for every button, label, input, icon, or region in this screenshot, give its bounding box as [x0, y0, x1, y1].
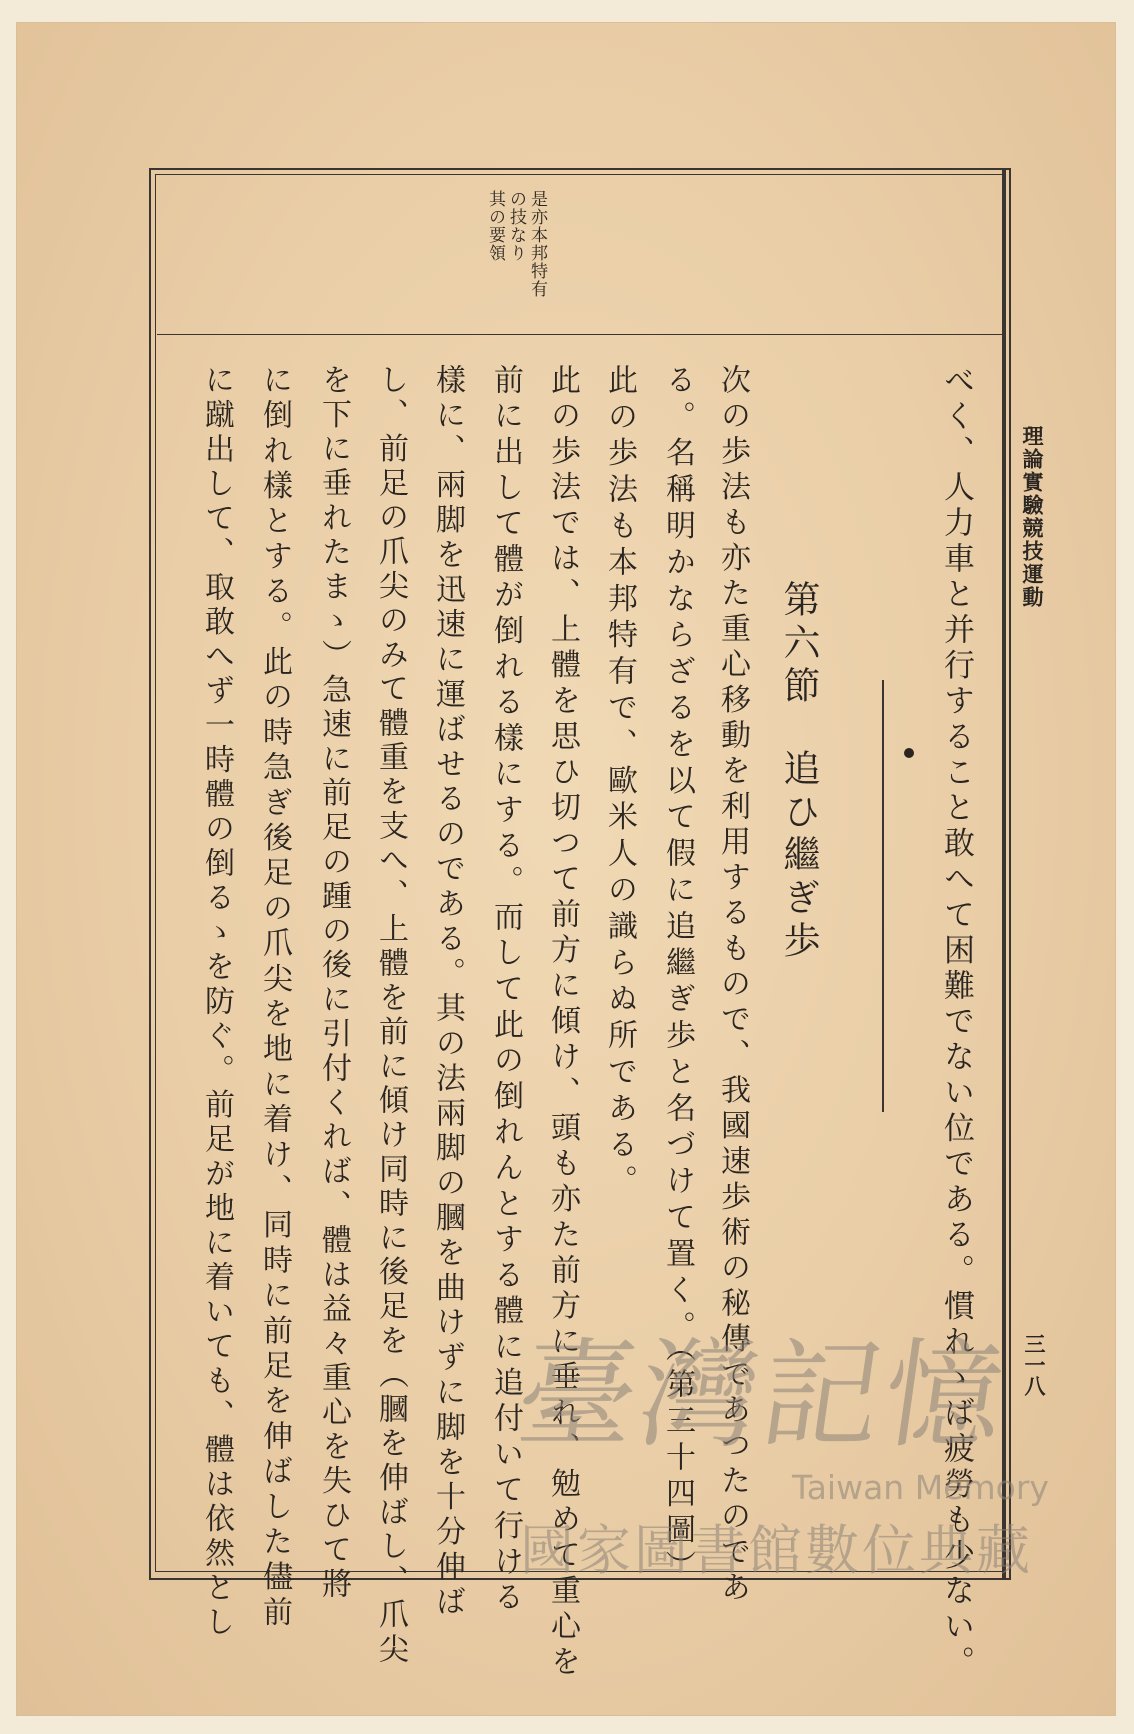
- body-column: 次の歩法も亦た重心移動を利用するもので、我國速歩術の秘傳であつたのであ: [715, 364, 750, 1607]
- section-number: 第六節: [777, 580, 820, 709]
- body-column: し、前足の爪尖のみて體重を支へ、上體を前に傾け同時に後足を（膕を伸ばし、爪尖: [373, 364, 408, 1668]
- margin-note-line: 是亦本邦特有: [527, 190, 547, 298]
- section-title-rule: [882, 680, 884, 1112]
- margin-note-line: の技なり: [506, 190, 526, 262]
- library-watermark: [508, 1300, 1060, 1590]
- body-column: べく、人力車と并行すること敢へて困難でない位である。慣れゝば疲勞も少ない。: [938, 364, 974, 1682]
- watermark-title: 臺灣記憶: [508, 1326, 1017, 1464]
- body-column: 樣に、兩脚を迅速に運ばせるのである。其の法兩脚の膕を曲けずに脚を十分伸ば: [430, 364, 465, 1621]
- dot-mark: [904, 748, 914, 758]
- section-title: 追ひ繼ぎ歩: [777, 749, 820, 964]
- body-column: 此の歩法では、上體を思ひ切つて前方に傾け、頭も亦た前方に垂れ、勉めて重心を: [545, 364, 580, 1682]
- margin-note-divider: [157, 334, 1002, 335]
- running-head: 理論實驗競技運動: [1020, 425, 1045, 609]
- section-heading: [777, 580, 820, 964]
- body-column: 前に出して體が倒れる樣にする。而して此の倒れんとする體に追付いて行ける: [488, 364, 523, 1617]
- margin-note-line: 其の要領: [485, 190, 505, 262]
- page-number: 三一八: [1022, 1333, 1047, 1396]
- watermark-subtitle: 國家圖書館數位典藏: [520, 1519, 1033, 1582]
- body-column: に蹴出して、取敢へず一時體の倒るゝを防ぐ。前足が地に着いても、體は依然とし: [199, 364, 234, 1641]
- watermark-english: Taiwan Memory: [792, 1468, 1049, 1507]
- body-column: に倒れ樣とする。此の時急ぎ後足の爪尖を地に着け、同時に前足を伸ばした儘前: [257, 364, 292, 1632]
- body-column: る。名稱明かならざるを以て假に追繼ぎ歩と名づけて置く。（第三十四圖）: [660, 364, 695, 1587]
- body-column: を下に垂れたまゝ）急速に前足の踵の後に引付くれば、體は益々重心を失ひて將: [316, 364, 351, 1603]
- body-column: 此の歩法も本邦特有で、歐米人の識らぬ所である。: [602, 364, 637, 1202]
